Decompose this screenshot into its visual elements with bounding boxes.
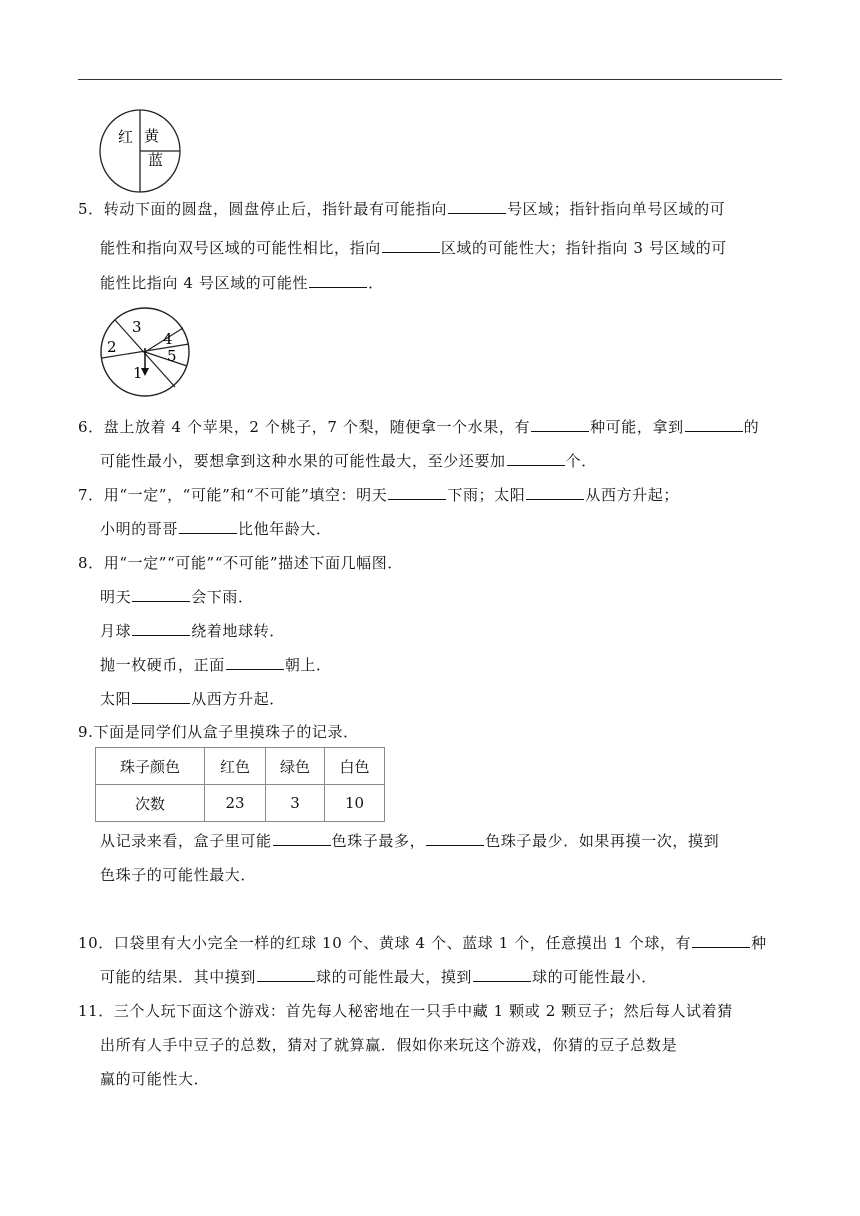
q10-line-1 <box>78 933 767 953</box>
q6-text: 可能性最小，要想拿到这种水果的可能性最大，至少还要加 <box>100 452 506 470</box>
q6-line-1 <box>78 417 759 437</box>
q9-line-1 <box>100 831 719 851</box>
table-cell: 3 <box>266 785 325 822</box>
q6-blank-1[interactable] <box>531 417 589 432</box>
q5-text: 能性和指向双号区域的可能性相比，指向 <box>100 239 381 257</box>
q10-text: 种 <box>751 934 767 952</box>
q8-blank-1[interactable] <box>132 587 190 602</box>
q7-text: 7．用“一定”，“可能”和“不可能”填空：明天 <box>78 486 388 504</box>
q7-blank-2[interactable] <box>526 485 584 500</box>
q8-blank-3[interactable] <box>226 655 284 670</box>
q11-line-3: 赢的可能性大． <box>100 1070 210 1088</box>
header-rule <box>78 79 782 80</box>
q5-blank-3[interactable] <box>309 273 367 288</box>
q7-blank-1[interactable] <box>388 485 446 500</box>
q6-text: 个． <box>565 452 597 470</box>
q9-text: 色珠子最少．如果再摸一次，摸到 <box>485 832 720 850</box>
table-header-cell: 红色 <box>205 748 266 785</box>
color-disc-figure <box>98 108 182 194</box>
table-cell: 10 <box>325 785 385 822</box>
q9-blank-1[interactable] <box>273 831 331 846</box>
table-row <box>96 785 385 822</box>
q9-record-table <box>95 747 385 822</box>
q5-blank-1[interactable] <box>448 199 506 214</box>
q11-line-2: 出所有人手中豆子的总数，猜对了就算赢．假如你来玩这个游戏，你猜的豆子总数是 <box>100 1036 678 1054</box>
q7-text: 小明的哥哥 <box>100 520 179 538</box>
q8-text: 会下雨． <box>191 588 254 606</box>
q5-text: 区域的可能性大；指针指向 3 号区域的可 <box>440 239 727 257</box>
table-header-cell: 白色 <box>325 748 385 785</box>
q7-text: 比他年龄大． <box>238 520 332 538</box>
table-header-cell: 绿色 <box>266 748 325 785</box>
q8-blank-2[interactable] <box>132 621 190 636</box>
q8-text: 太阳 <box>100 690 132 708</box>
q6-text: 种可能，拿到 <box>590 418 684 436</box>
q11-line-1: 11．三个人玩下面这个游戏：首先每人秘密地在一只手中藏 1 颗或 2 颗豆子；然后每人试着猜 <box>78 1002 733 1020</box>
q10-blank-1[interactable] <box>692 933 750 948</box>
q5-blank-2[interactable] <box>382 238 440 253</box>
q8-text: 绕着地球转． <box>191 622 285 640</box>
q9-text: 从记录来看，盒子里可能 <box>100 832 272 850</box>
q8-text: 从西方升起． <box>191 690 285 708</box>
q6-line-2 <box>100 451 597 471</box>
disc-label-yellow: 黄 <box>144 127 160 145</box>
q8-blank-4[interactable] <box>132 689 190 704</box>
q10-text: 球的可能性最小． <box>532 968 657 986</box>
q5-text: ． <box>368 274 384 292</box>
q5-text: 能性比指向 4 号区域的可能性 <box>100 274 309 292</box>
q6-text: 6．盘上放着 4 个苹果，2 个桃子，7 个梨，随便拿一个水果，有 <box>78 418 531 436</box>
spinner-label-4: 4 <box>163 330 173 348</box>
q8-text: 抛一枚硬币，正面 <box>100 656 225 674</box>
q6-text: 的 <box>743 418 760 436</box>
q8-text: 明天 <box>100 588 132 606</box>
spinner-label-5: 5 <box>167 347 177 365</box>
table-cell: 次数 <box>96 785 205 822</box>
disc-label-blue: 蓝 <box>148 151 164 169</box>
table-header-cell: 珠子颜色 <box>96 748 205 785</box>
disc-label-red: 红 <box>118 128 134 146</box>
q5-text: 号区域；指针指向单号区域的可 <box>506 200 726 218</box>
q8-title: 8．用“一定”“可能”“不可能”描述下面几幅图． <box>78 554 403 572</box>
table-header-row <box>96 748 385 785</box>
q8-item-3 <box>100 655 332 675</box>
spinner-sector-line <box>145 352 187 366</box>
q5-line-3 <box>100 273 384 293</box>
q10-blank-2[interactable] <box>257 967 315 982</box>
q6-blank-2[interactable] <box>685 417 743 432</box>
q9-text: 色珠子最多， <box>331 832 426 850</box>
q10-text: 可能的结果．其中摸到 <box>100 968 257 986</box>
q10-line-2 <box>100 967 657 987</box>
q7-text: 从西方升起； <box>585 486 679 504</box>
q6-blank-3[interactable] <box>507 451 565 466</box>
q10-blank-3[interactable] <box>473 967 531 982</box>
q5-line-2 <box>100 238 727 258</box>
q7-line-2 <box>100 519 332 539</box>
q10-text: 10．口袋里有大小完全一样的红球 10 个、黄球 4 个、蓝球 1 个，任意摸出 1 个球，有 <box>78 934 692 952</box>
q8-text: 月球 <box>100 622 132 640</box>
q9-line-2: 色珠子的可能性最大． <box>100 866 257 884</box>
spinner-label-3: 3 <box>132 318 142 336</box>
q8-text: 朝上． <box>284 656 332 674</box>
q8-item-2 <box>100 621 285 641</box>
q5-line-1 <box>78 199 725 219</box>
spinner-figure <box>99 306 191 398</box>
q9-blank-2[interactable] <box>426 831 484 846</box>
spinner-label-2: 2 <box>107 338 117 356</box>
q7-line-1 <box>78 485 679 505</box>
q10-text: 球的可能性最大，摸到 <box>316 968 473 986</box>
q7-text: 下雨；太阳 <box>447 486 526 504</box>
q9-title: 9.下面是同学们从盒子里摸珠子的记录． <box>78 723 359 741</box>
q8-item-4 <box>100 689 285 709</box>
q8-item-1 <box>100 587 254 607</box>
q5-text: 5．转动下面的圆盘，圆盘停止后，指针最有可能指向 <box>78 200 447 218</box>
q7-blank-3[interactable] <box>179 519 237 534</box>
table-cell: 23 <box>205 785 266 822</box>
spinner-label-1: 1 <box>133 364 143 382</box>
